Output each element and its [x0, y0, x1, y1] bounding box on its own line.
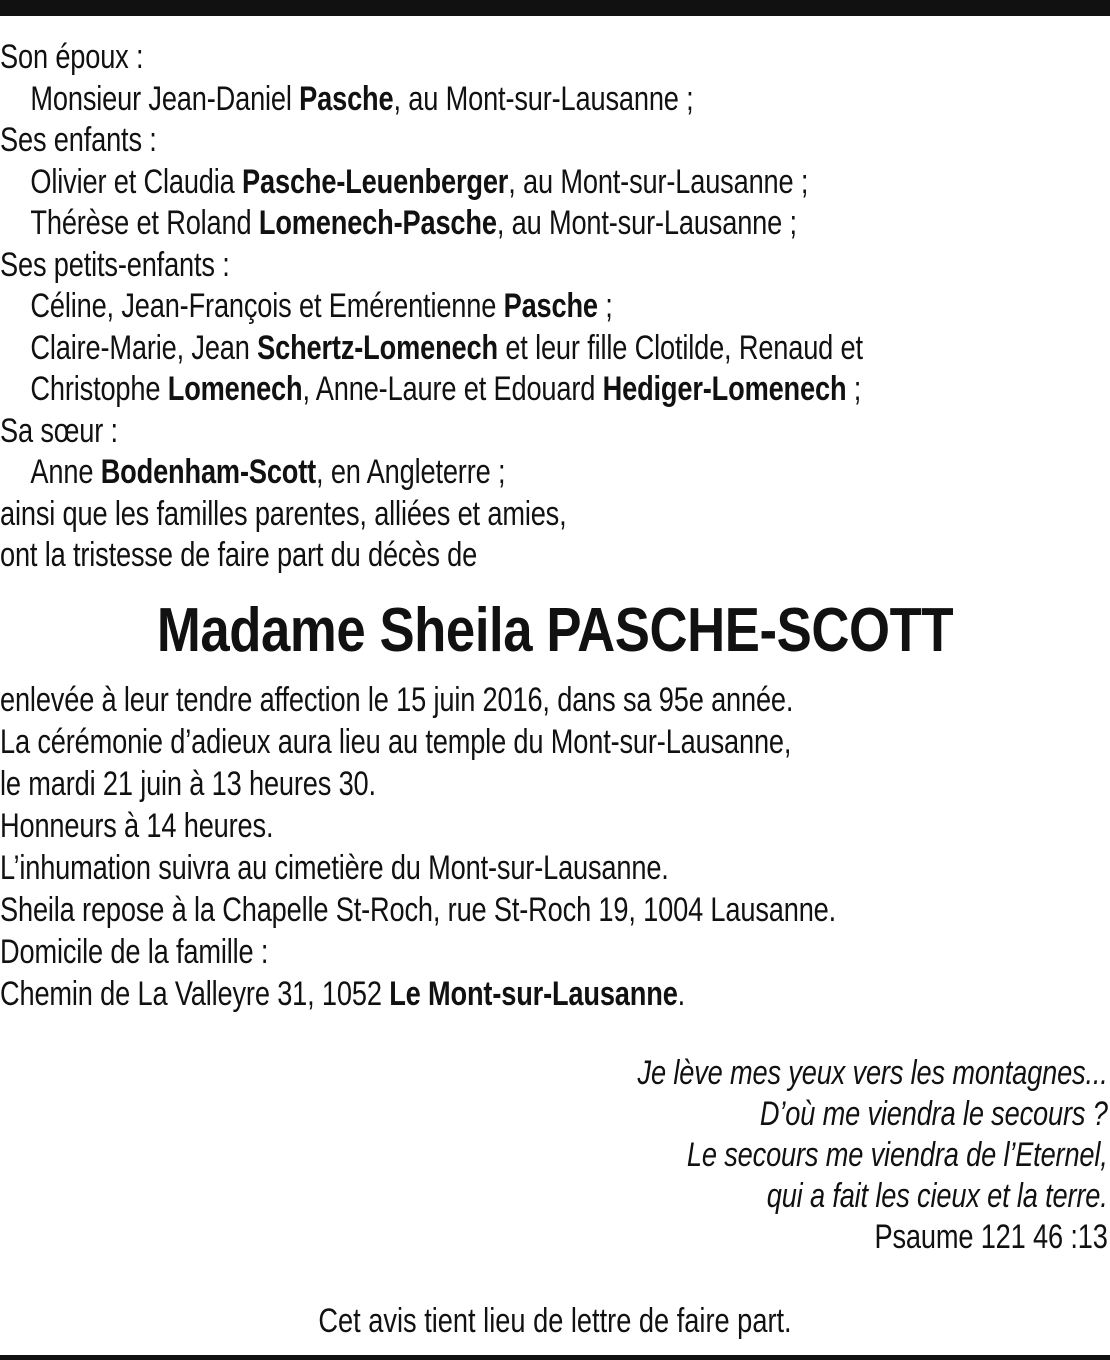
soeur-surname: Bodenham-Scott [100, 453, 317, 491]
epoux-heading: Son époux : [0, 38, 144, 76]
detail-line-5: L’inhumation suivra au cimetière du Mont-sur-Lausanne. [0, 849, 669, 887]
detail-line-8: Chemin de La Valleyre 31, 1052 Le Mont-sur-Lausanne. [0, 975, 686, 1013]
enfant-line-2: Thérèse et Roland Lomenech-Pasche, au Mont-sur-Lausanne ; [30, 204, 797, 242]
enfant2-surname: Lomenech-Pasche [258, 204, 497, 242]
deceased-name: Madame Sheila PASCHE-SCOTT [156, 596, 954, 665]
detail-line-4: Honneurs à 14 heures. [0, 807, 274, 845]
soeur-line: Anne Bodenham-Scott, en Angleterre ; [30, 453, 506, 491]
tristesse-line: ont la tristesse de faire part du décès de [0, 536, 478, 574]
detail-line-2: La cérémonie d’adieux aura lieu au temple du Mont-sur-Lausanne, [0, 723, 792, 761]
closing-note: Cet avis tient lieu de lettre de faire part. [318, 1302, 792, 1340]
petit-line-2: Claire-Marie, Jean Schertz-Lomenech et leur fille Clotilde, Renaud et [30, 328, 863, 367]
enfant-line-1: Olivier et Claudia Pasche-Leuenberger, au Mont-sur-Lausanne ; [30, 162, 809, 201]
petit3-surname: Lomenech [167, 370, 303, 408]
ceremony-details [0, 679, 1110, 1015]
epoux-surname: Pasche [299, 79, 394, 118]
petit-line-1: Céline, Jean-François et Emérentienne Pasche ; [30, 287, 613, 325]
petits-enfants-heading: Ses petits-enfants : [0, 245, 230, 284]
family-list [0, 37, 1110, 577]
enfants-heading: Ses enfants : [0, 121, 157, 159]
verse-line-4: qui a fait les cieux et la terre. [767, 1177, 1108, 1215]
psalm-verse [520, 1053, 1108, 1258]
bottom-rule [0, 1355, 1110, 1360]
verse-line-3: Le secours me viendra de l’Eternel, [687, 1136, 1108, 1174]
verse-line-1: Je lève mes yeux vers les montagnes... [637, 1054, 1108, 1092]
family-town: Le Mont-sur-Lausanne [389, 975, 678, 1013]
soeur-heading: Sa sœur : [0, 411, 118, 450]
enfant1-surname: Pasche-Leuenberger [242, 162, 509, 201]
petit2-surname: Schertz-Lomenech [257, 328, 498, 367]
top-rule [0, 0, 1110, 16]
detail-line-3: le mardi 21 juin à 13 heures 30. [0, 765, 376, 803]
familles-line: ainsi que les familles parentes, alliées et amies, [0, 494, 567, 533]
verse-reference: Psaume 121 46 :13 [874, 1218, 1108, 1256]
petit3-surname-2: Hediger-Lomenech [602, 370, 847, 408]
petit-line-3: Christophe Lomenech, Anne-Laure et Edouard Hediger-Lomenech ; [30, 370, 862, 408]
epoux-line: Monsieur Jean-Daniel Pasche, au Mont-sur-Lausanne ; [30, 79, 694, 118]
petit1-surname: Pasche [503, 287, 598, 325]
detail-line-1: enlevée à leur tendre affection le 15 juin 2016, dans sa 95e année. [0, 681, 794, 719]
detail-line-7: Domicile de la famille : [0, 933, 269, 971]
detail-line-6: Sheila repose à la Chapelle St-Roch, rue St-Roch 19, 1004 Lausanne. [0, 891, 837, 929]
verse-line-2: D’où me viendra le secours ? [760, 1095, 1108, 1133]
